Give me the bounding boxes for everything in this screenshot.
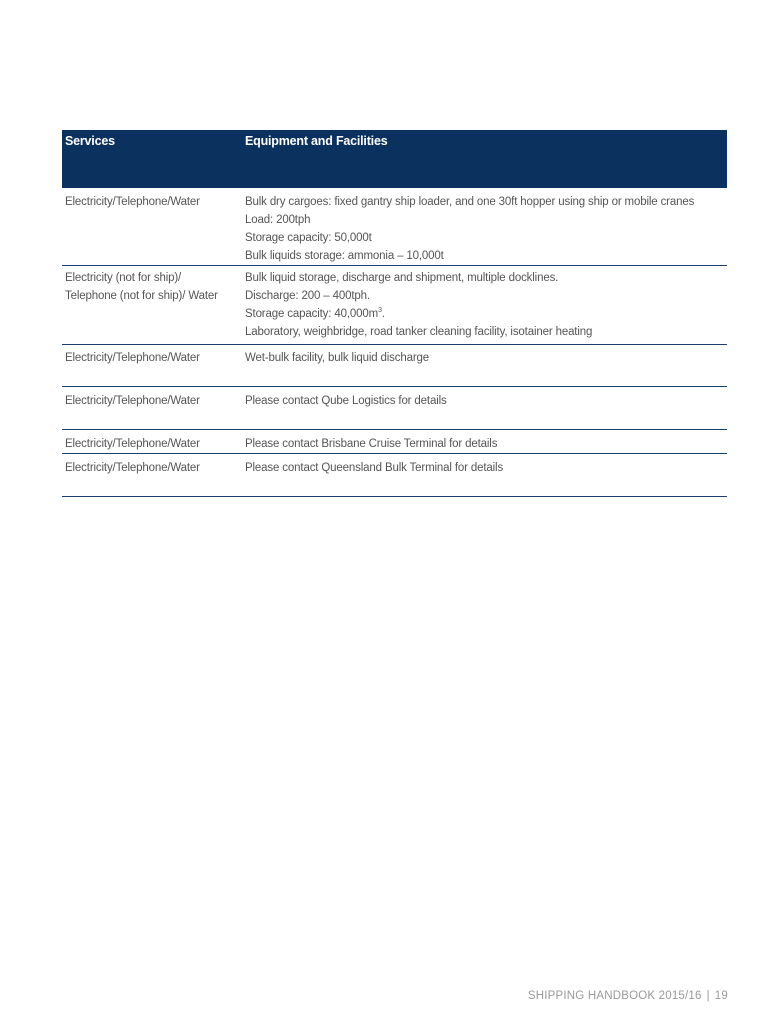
storage-capacity-text: Storage capacity: 40,000m (245, 308, 379, 320)
header-services: Services (65, 134, 115, 148)
page-footer (528, 990, 728, 1002)
equipment-line (245, 305, 727, 323)
table-row (62, 345, 727, 387)
equipment-line: Bulk liquids storage: ammonia – 10,000t (245, 250, 444, 262)
services-cell (62, 345, 245, 386)
equipment-line: Wet-bulk facility, bulk liquid discharge (245, 352, 430, 364)
cubic-superscript: 3 (378, 307, 382, 315)
footer-title: SHIPPING HANDBOOK 2015/16 (527, 990, 702, 1002)
equipment-line: Storage capacity: 50,000t (245, 232, 372, 244)
equipment-line: Please contact Qube Logistics for details (245, 395, 447, 407)
services-line: Electricity/Telephone/Water (65, 352, 200, 364)
equipment-cell (245, 345, 727, 386)
page-number: 19 (714, 990, 728, 1002)
services-line: Electricity/Telephone/Water (65, 395, 200, 407)
equipment-line: Bulk liquid storage, discharge and shipment, multiple docklines. (245, 272, 559, 284)
table-row (62, 266, 727, 345)
equipment-line: Please contact Queensland Bulk Terminal for details (245, 462, 504, 474)
services-line: Electricity/Telephone/Water (65, 196, 200, 208)
equipment-line: Load: 200tph (245, 214, 311, 226)
services-line: Electricity (not for ship)/ (65, 272, 182, 284)
equipment-line: Please contact Brisbane Cruise Terminal for details (245, 438, 498, 450)
equipment-cell (245, 266, 727, 344)
footer-separator: | (706, 990, 710, 1002)
equipment-line: Laboratory, weighbridge, road tanker cleaning facility, isotainer heating (245, 326, 593, 338)
equipment-line: Bulk dry cargoes: fixed gantry ship loader, and one 30ft hopper using ship or mobile cranes (245, 196, 695, 208)
table-row (62, 387, 727, 430)
equipment-cell (245, 188, 727, 265)
services-line: Electricity/Telephone/Water (65, 438, 200, 450)
facilities-table (62, 130, 727, 497)
services-cell (62, 430, 245, 453)
table-row (62, 454, 727, 497)
services-cell (62, 454, 245, 496)
equipment-line: Discharge: 200 – 400tph. (245, 290, 370, 302)
services-cell (62, 266, 245, 344)
services-cell (62, 188, 245, 265)
equipment-cell (245, 430, 727, 453)
table-header-row (62, 130, 727, 188)
table-row (62, 430, 727, 454)
storage-capacity-tail: . (381, 308, 385, 320)
equipment-cell (245, 387, 727, 429)
services-cell (62, 387, 245, 429)
table-row (62, 188, 727, 266)
services-line: Telephone (not for ship)/ Water (65, 290, 218, 302)
header-equipment: Equipment and Facilities (245, 134, 388, 148)
services-line: Electricity/Telephone/Water (65, 462, 200, 474)
equipment-cell (245, 454, 727, 496)
